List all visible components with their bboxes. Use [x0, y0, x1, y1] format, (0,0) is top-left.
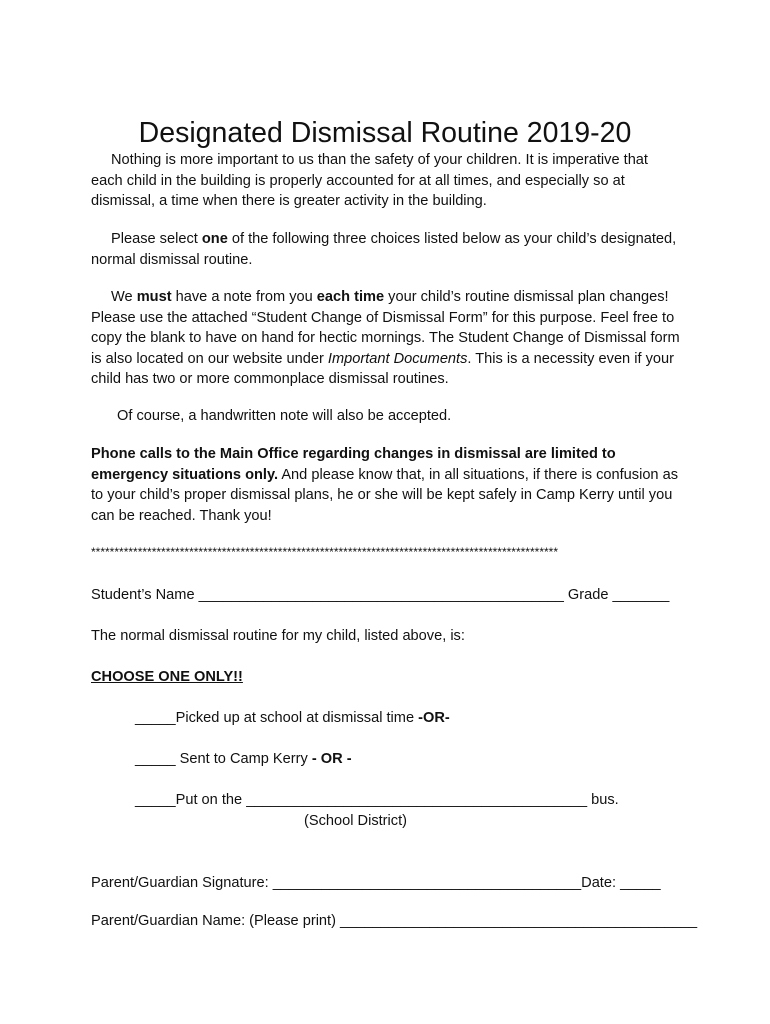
select-paragraph: [91, 229, 681, 270]
school-district-field[interactable]: __________________________________________: [246, 792, 588, 808]
option-camp-kerry-or: - OR -: [311, 751, 352, 767]
parent-name-field[interactable]: ____________________________________________: [340, 913, 698, 929]
option-bus-tail: bus.: [587, 792, 619, 808]
handwritten-paragraph: [91, 406, 681, 427]
parent-name-line: [91, 911, 697, 932]
note-text-4: . This is a necessity even if your child has two or more commonplace dismissal routines.: [91, 350, 674, 387]
option-camp-kerry-checkbox-blank[interactable]: _____: [135, 751, 176, 767]
option-picked-up-checkbox-blank[interactable]: _____: [135, 710, 176, 726]
date-label: Date:: [581, 875, 621, 891]
option-bus-checkbox-blank[interactable]: _____: [135, 792, 176, 808]
student-name-label: Student’s Name: [91, 587, 199, 603]
option-bus: [135, 790, 619, 811]
select-text-pre: Please select: [111, 231, 202, 247]
important-documents-reference: Important Documents: [327, 350, 468, 367]
option-picked-up-or: -OR-: [418, 710, 450, 726]
phone-bold-text: Phone calls to the Main Office regarding changes in dismissal are limited to emergency situations only.: [91, 446, 616, 483]
note-text-1: We: [111, 289, 137, 305]
grade-label: Grade: [563, 587, 613, 603]
signature-label: Parent/Guardian Signature:: [91, 875, 273, 891]
option-camp-kerry: [135, 749, 352, 770]
separator-line: ****************************************************************************************************: [91, 545, 558, 559]
option-camp-kerry-label: Sent to Camp Kerry: [175, 751, 312, 767]
phone-paragraph: [91, 444, 681, 526]
student-name-field[interactable]: _____________________________________________: [198, 587, 564, 603]
intro-paragraph: [91, 150, 681, 212]
note-text-2: have a note from you: [171, 289, 317, 305]
phone-rest-text: And please know that, in all situations, if there is confusion as to your child’s proper dismissal plans, he or she will be kept safely in Camp Kerry until you can be reached. Thank you!: [91, 466, 679, 524]
choose-one-heading: CHOOSE ONE ONLY!!: [91, 669, 243, 685]
note-paragraph: [91, 287, 681, 390]
select-text-bold: one: [201, 231, 228, 247]
handwritten-text: Of course, a handwritten note will also be accepted.: [117, 408, 452, 424]
note-bold-must: must: [136, 289, 172, 305]
student-name-line: [91, 585, 669, 606]
date-field[interactable]: _____: [620, 875, 661, 891]
note-text-3: your child’s routine dismissal plan changes! Please use the attached “Student Change of Dismissal Form” for this purpose. Feel free to copy the blank to have on hand for hectic mornings. The Student Change of Dismissal form is also located on our website under: [91, 289, 680, 367]
note-bold-each-time: each time: [316, 289, 385, 305]
parent-name-label: Parent/Guardian Name: (Please print): [91, 913, 341, 929]
select-text-post: of the following three choices listed below as your child’s designated, normal dismissal routine.: [91, 231, 677, 268]
option-picked-up-label: Picked up at school at dismissal time: [175, 710, 419, 726]
grade-field[interactable]: _______: [612, 587, 670, 603]
signature-field[interactable]: ______________________________________: [272, 875, 582, 891]
intro-text: Nothing is more important to us than the safety of your children. It is imperative that each child in the building is properly accounted for at all times, and especially so at dismissal, a time when there is greater activity in the building.: [91, 152, 648, 209]
school-district-caption: (School District): [304, 813, 407, 829]
signature-line: [91, 873, 661, 894]
option-bus-label: Put on the: [175, 792, 247, 808]
option-picked-up: [135, 708, 450, 729]
routine-intro: The normal dismissal routine for my child, listed above, is:: [91, 628, 465, 644]
page-title: Designated Dismissal Routine 2019-20: [138, 117, 632, 150]
